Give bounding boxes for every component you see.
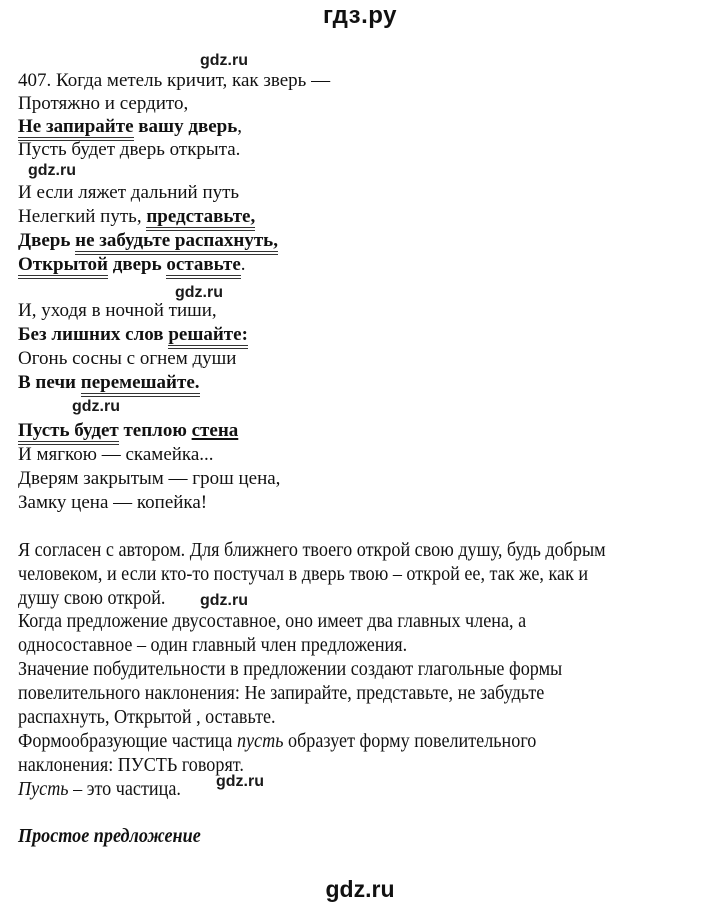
poem-text: Нелегкий путь,	[18, 206, 147, 227]
predicate: оставьте	[166, 254, 240, 279]
predicate: Пусть будет	[18, 420, 119, 445]
analysis-text: образует форму повелительного	[283, 731, 537, 752]
predicate: Не запирайте	[18, 116, 134, 141]
predicate: перемешайте.	[81, 372, 200, 397]
poem-line	[18, 116, 242, 138]
analysis-line: односоставное – один главный член предложения.	[18, 635, 408, 656]
poem-line	[18, 70, 330, 92]
poem-line	[18, 230, 278, 252]
watermark: gdz.ru	[216, 773, 264, 790]
poem-line: Протяжно и сердито,	[18, 93, 189, 114]
poem-line	[18, 420, 238, 442]
poem-line: И мягкою — скамейка...	[18, 444, 214, 465]
poem-text: ,	[237, 116, 243, 137]
watermark: gdz.ru	[200, 52, 248, 69]
analysis-line: Когда предложение двусоставное, оно имеет два главных члена, а	[18, 611, 527, 632]
poem-line: И если ляжет дальний путь	[18, 182, 240, 203]
poem-line	[18, 324, 248, 346]
poem-text: В печи	[18, 372, 81, 393]
exercise-number: 407.	[18, 70, 52, 91]
analysis-text: – это частица.	[68, 779, 181, 800]
predicate: представьте,	[146, 206, 255, 231]
analysis-line: человеком, и если кто-то постучал в дверь твою – открой ее, так же, как и	[18, 564, 589, 585]
predicate: не забудьте распахнуть,	[75, 230, 278, 255]
subject: стена	[191, 420, 239, 441]
poem-line: И, уходя в ночной тиши,	[18, 300, 217, 321]
section-heading: Простое предложение	[18, 826, 201, 847]
poem-text: Когда метель кричит, как зверь —	[56, 70, 331, 91]
poem-line: Замку цена — копейка!	[18, 492, 208, 513]
watermark: gdz.ru	[175, 284, 223, 301]
analysis-line	[18, 731, 536, 753]
poem-text: Дверь	[18, 230, 76, 251]
site-title: гдз.ру	[323, 2, 397, 29]
analysis-term: Пусть	[18, 779, 69, 800]
poem-line	[18, 206, 255, 228]
predicate: решайте:	[168, 324, 248, 349]
poem-line: Пусть будет дверь открыта.	[18, 139, 241, 160]
poem-text: Без лишних слов	[18, 324, 169, 345]
analysis-line: душу свою открой.	[18, 588, 166, 609]
watermark: gdz.ru	[72, 398, 120, 415]
footer-watermark: gdz.ru	[325, 876, 395, 902]
analysis-text: Формообразующие частица	[18, 731, 237, 752]
poem-text: теплою	[118, 420, 192, 441]
predicate: Открытой	[18, 254, 108, 279]
poem-line: Дверям закрытым — грош цена,	[18, 468, 281, 489]
analysis-line: распахнуть, Открытой , оставьте.	[18, 707, 276, 728]
analysis-line	[18, 779, 181, 801]
watermark: gdz.ru	[200, 592, 248, 609]
poem-text: вашу дверь	[133, 116, 238, 137]
analysis-line: Значение побудительности в предложении создают глагольные формы	[18, 659, 563, 680]
poem-line	[18, 372, 200, 394]
analysis-term: пусть	[236, 731, 284, 752]
analysis-line: Я согласен с автором. Для ближнего твоего открой свою душу, будь добрым	[18, 540, 606, 561]
poem-line	[18, 254, 246, 276]
poem-text: дверь	[108, 254, 167, 275]
poem-line: Огонь сосны с огнем души	[18, 348, 237, 369]
watermark: gdz.ru	[28, 162, 76, 179]
analysis-line: наклонения: ПУСТЬ говорят.	[18, 755, 244, 776]
analysis-line: повелительного наклонения: Не запирайте, представьте, не забудьте	[18, 683, 545, 704]
poem-text: .	[240, 254, 246, 275]
